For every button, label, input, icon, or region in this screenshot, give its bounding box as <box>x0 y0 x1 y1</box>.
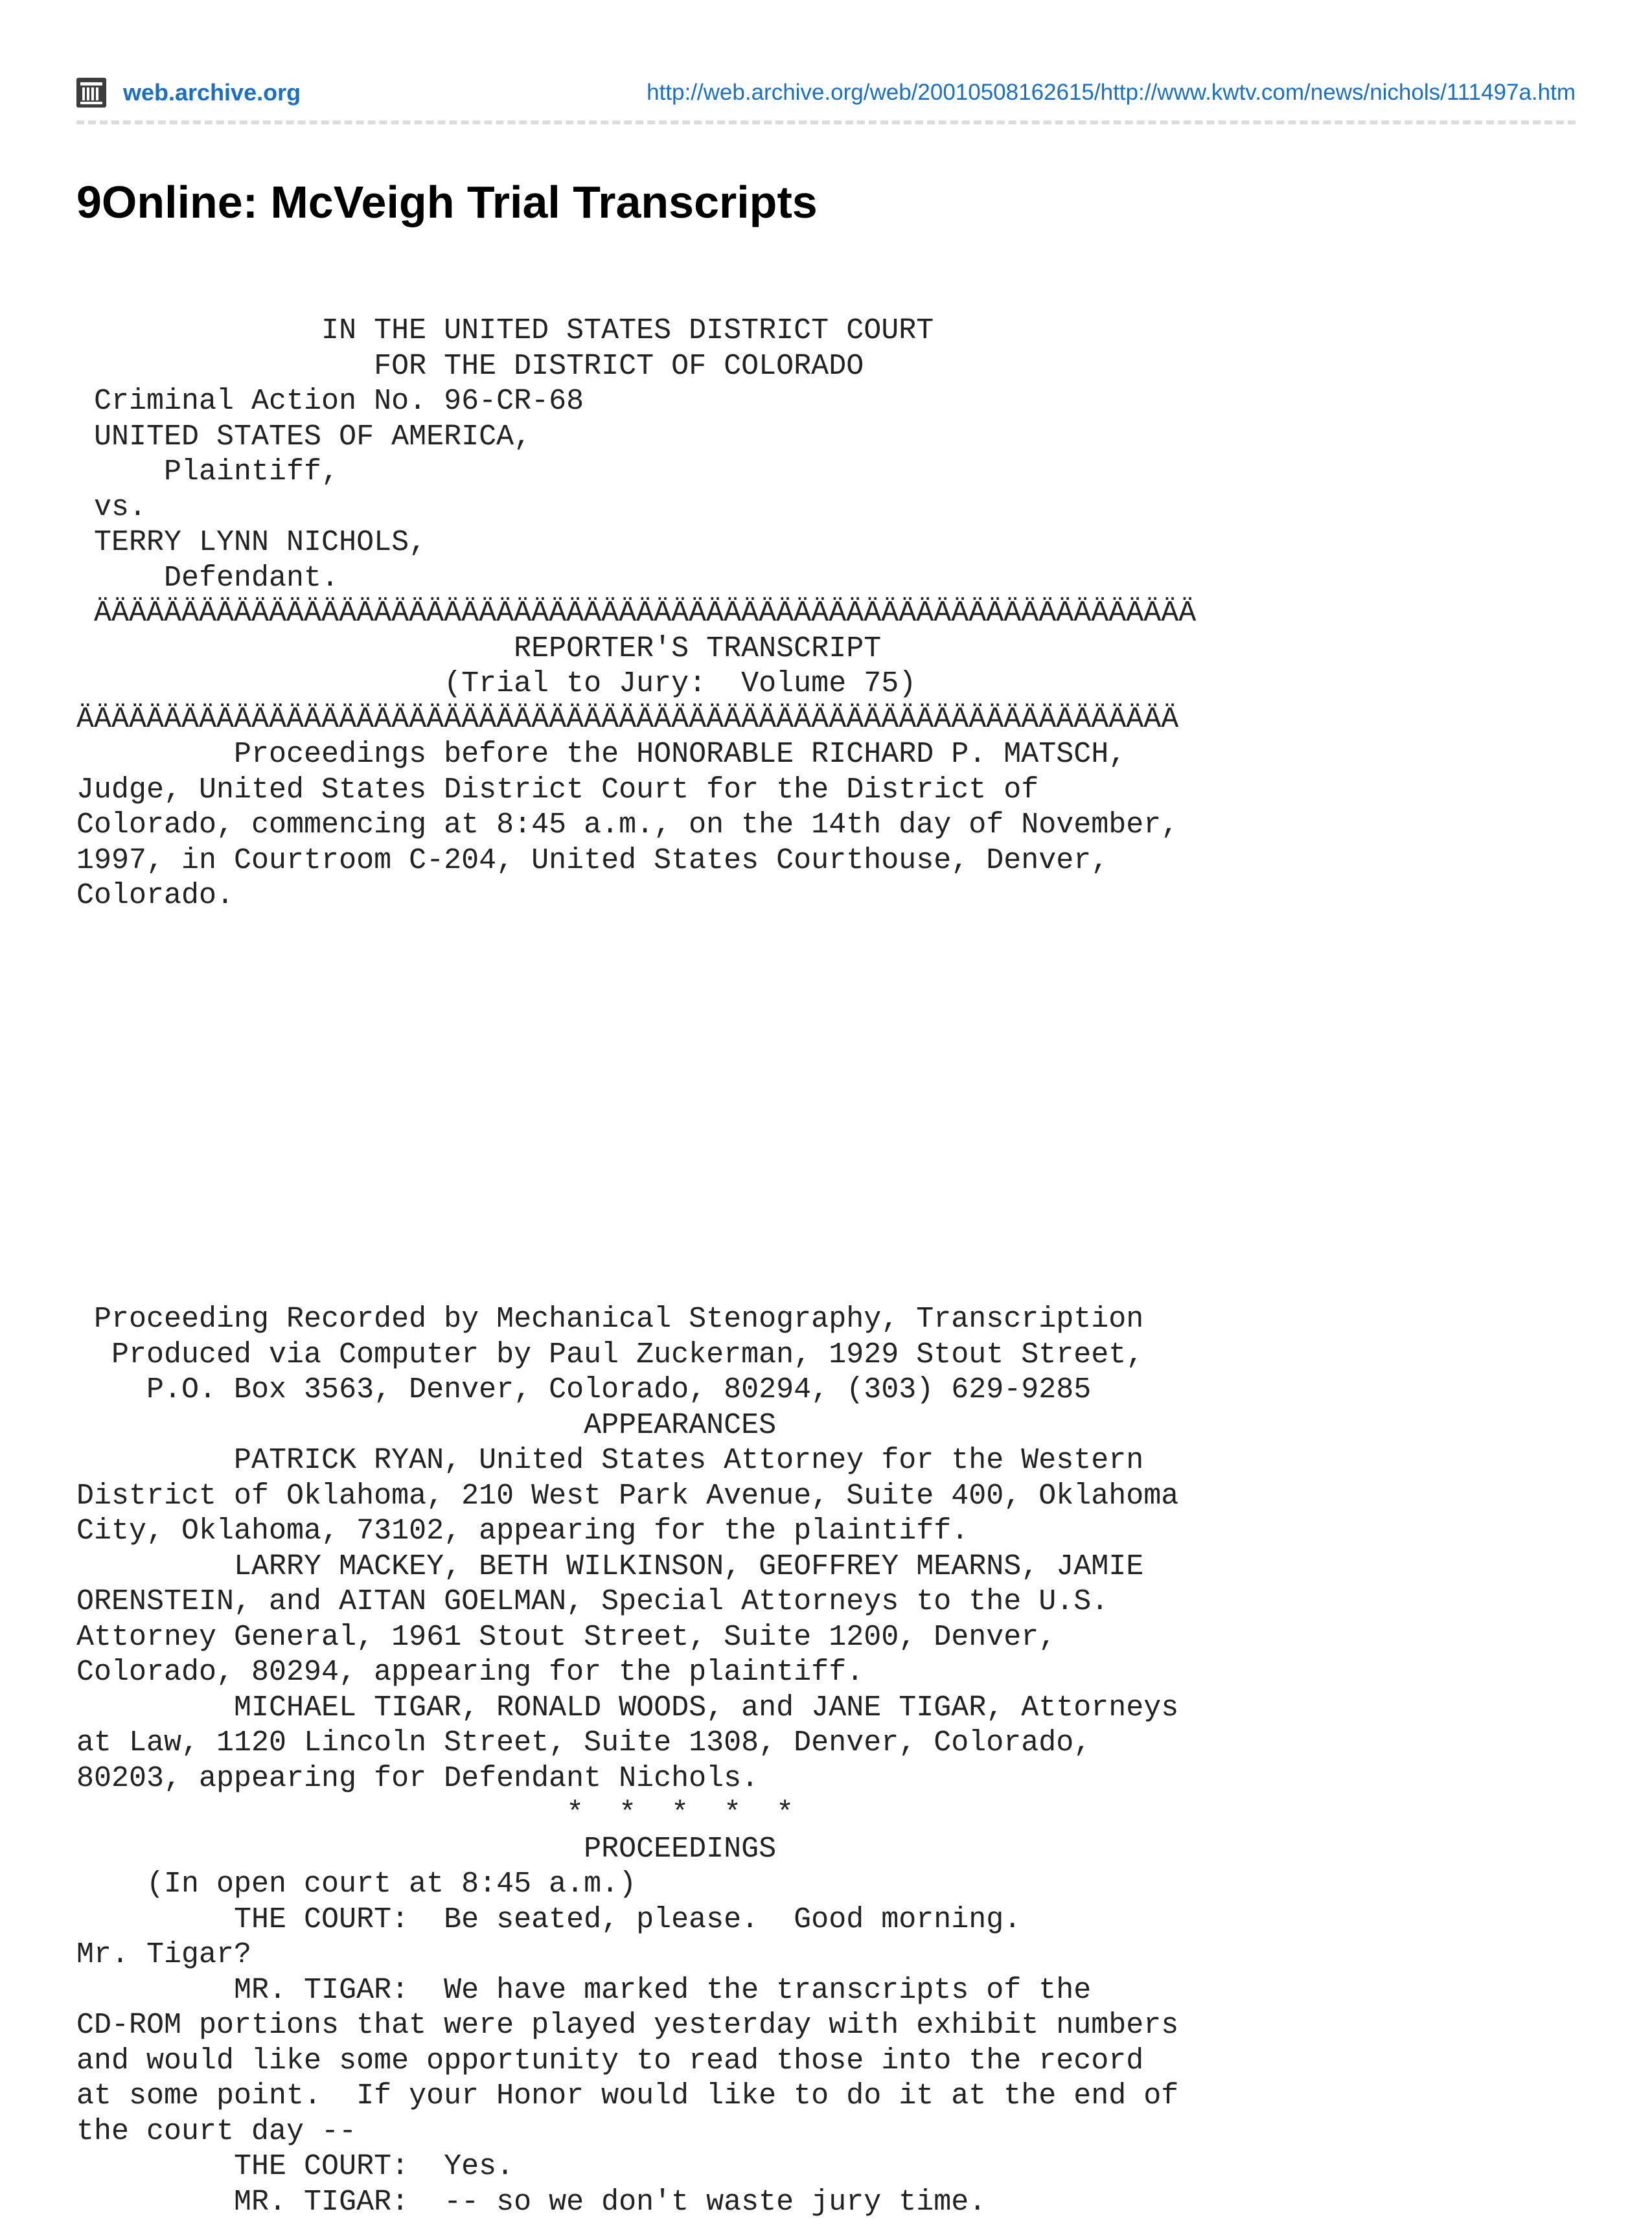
transcript-line: THE COURT: Yes. <box>76 2149 1196 2185</box>
transcript-line: FOR THE DISTRICT OF COLORADO <box>76 349 1196 385</box>
transcript-line: MR. TIGAR: -- so we don't waste jury time. <box>76 2185 1196 2220</box>
header-divider <box>76 120 1576 124</box>
transcript-line: Proceedings before the HONORABLE RICHARD P. MATSCH, <box>76 737 1196 773</box>
archived-url-link[interactable]: http://web.archive.org/web/20010508162615/http://www.kwtv.com/news/nichols/111497a.htm <box>647 78 1576 107</box>
transcript-line: Criminal Action No. 96-CR-68 <box>76 384 1196 420</box>
transcript-line <box>76 1090 1196 1126</box>
transcript-line: Colorado, 80294, appearing for the plaintiff. <box>76 1655 1196 1691</box>
transcript-line: P.O. Box 3563, Denver, Colorado, 80294, (303) 629-9285 <box>76 1373 1196 1408</box>
transcript-line: at Law, 1120 Lincoln Street, Suite 1308, Denver, Colorado, <box>76 1726 1196 1761</box>
archive-building-icon[interactable] <box>76 78 106 108</box>
transcript-line: Mr. Tigar? <box>76 1938 1196 1973</box>
transcript-line: Defendant. <box>76 561 1196 597</box>
transcript-line: 80203, appearing for Defendant Nichols. <box>76 1761 1196 1797</box>
transcript-line: Produced via Computer by Paul Zuckerman, 1929 Stout Street, <box>76 1338 1196 1373</box>
transcript-line: ÄÄÄÄÄÄÄÄÄÄÄÄÄÄÄÄÄÄÄÄÄÄÄÄÄÄÄÄÄÄÄÄÄÄÄÄÄÄÄÄÄÄÄÄÄÄÄÄÄÄÄÄÄÄÄÄÄÄÄÄÄÄÄ <box>76 702 1196 738</box>
transcript-line: APPEARANCES <box>76 1408 1196 1444</box>
transcript-line <box>76 1267 1196 1303</box>
page-title: 9Online: McVeigh Trial Transcripts <box>76 175 818 229</box>
transcript-line: City, Oklahoma, 73102, appearing for the plaintiff. <box>76 1514 1196 1550</box>
transcript-line: TERRY LYNN NICHOLS, <box>76 525 1196 561</box>
transcript-line: the court day -- <box>76 2114 1196 2150</box>
transcript-line <box>76 1020 1196 1055</box>
transcript-line: (In open court at 8:45 a.m.) <box>76 1867 1196 1903</box>
transcript-line: MICHAEL TIGAR, RONALD WOODS, and JANE TIGAR, Attorneys <box>76 1691 1196 1726</box>
transcript-line: ÄÄÄÄÄÄÄÄÄÄÄÄÄÄÄÄÄÄÄÄÄÄÄÄÄÄÄÄÄÄÄÄÄÄÄÄÄÄÄÄÄÄÄÄÄÄÄÄÄÄÄÄÄÄÄÄÄÄÄÄÄÄÄ <box>76 596 1196 632</box>
transcript-line: * * * * * <box>76 1796 1196 1832</box>
transcript-line: IN THE UNITED STATES DISTRICT COURT <box>76 314 1196 349</box>
transcript-line: (Trial to Jury: Volume 75) <box>76 667 1196 702</box>
transcript-body <box>76 314 1196 2063</box>
transcript-line: and would like some opportunity to read those into the record <box>76 2044 1196 2079</box>
transcript-line: UNITED STATES OF AMERICA, <box>76 420 1196 455</box>
transcript-line: CD-ROM portions that were played yesterday with exhibit numbers <box>76 2008 1196 2044</box>
transcript-line <box>76 985 1196 1020</box>
transcript-line <box>76 1126 1196 1161</box>
transcript-line: Colorado. <box>76 878 1196 914</box>
transcript-line: District of Oklahoma, 210 West Park Avenue, Suite 400, Oklahoma <box>76 1479 1196 1515</box>
transcript-line: REPORTER'S TRANSCRIPT <box>76 632 1196 667</box>
transcript-line: MR. TIGAR: We have marked the transcripts of the <box>76 1973 1196 2009</box>
wayback-site-link[interactable]: web.archive.org <box>123 78 301 107</box>
transcript-line: Proceeding Recorded by Mechanical Stenography, Transcription <box>76 1302 1196 1338</box>
transcript-line <box>76 1161 1196 1196</box>
transcript-line: LARRY MACKEY, BETH WILKINSON, GEOFFREY MEARNS, JAMIE <box>76 1550 1196 1585</box>
transcript-line: PATRICK RYAN, United States Attorney for the Western <box>76 1443 1196 1479</box>
transcript-line: vs. <box>76 490 1196 526</box>
transcript-line <box>76 949 1196 985</box>
transcript-line: PROCEEDINGS <box>76 1832 1196 1868</box>
transcript-line <box>76 914 1196 950</box>
transcript-line <box>76 1231 1196 1267</box>
transcript-line: 1997, in Courtroom C-204, United States Courthouse, Denver, <box>76 843 1196 879</box>
transcript-line: Judge, United States District Court for the District of <box>76 773 1196 808</box>
transcript-line: Attorney General, 1961 Stout Street, Suite 1200, Denver, <box>76 1620 1196 1656</box>
transcript-line: Colorado, commencing at 8:45 a.m., on the 14th day of November, <box>76 808 1196 843</box>
transcript-line <box>76 1196 1196 1232</box>
transcript-line: ORENSTEIN, and AITAN GOELMAN, Special Attorneys to the U.S. <box>76 1585 1196 1620</box>
transcript-line: at some point. If your Honor would like to do it at the end of <box>76 2079 1196 2114</box>
transcript-line <box>76 1055 1196 1091</box>
transcript-line: THE COURT: Be seated, please. Good morning. <box>76 1903 1196 1938</box>
transcript-line: Plaintiff, <box>76 455 1196 490</box>
